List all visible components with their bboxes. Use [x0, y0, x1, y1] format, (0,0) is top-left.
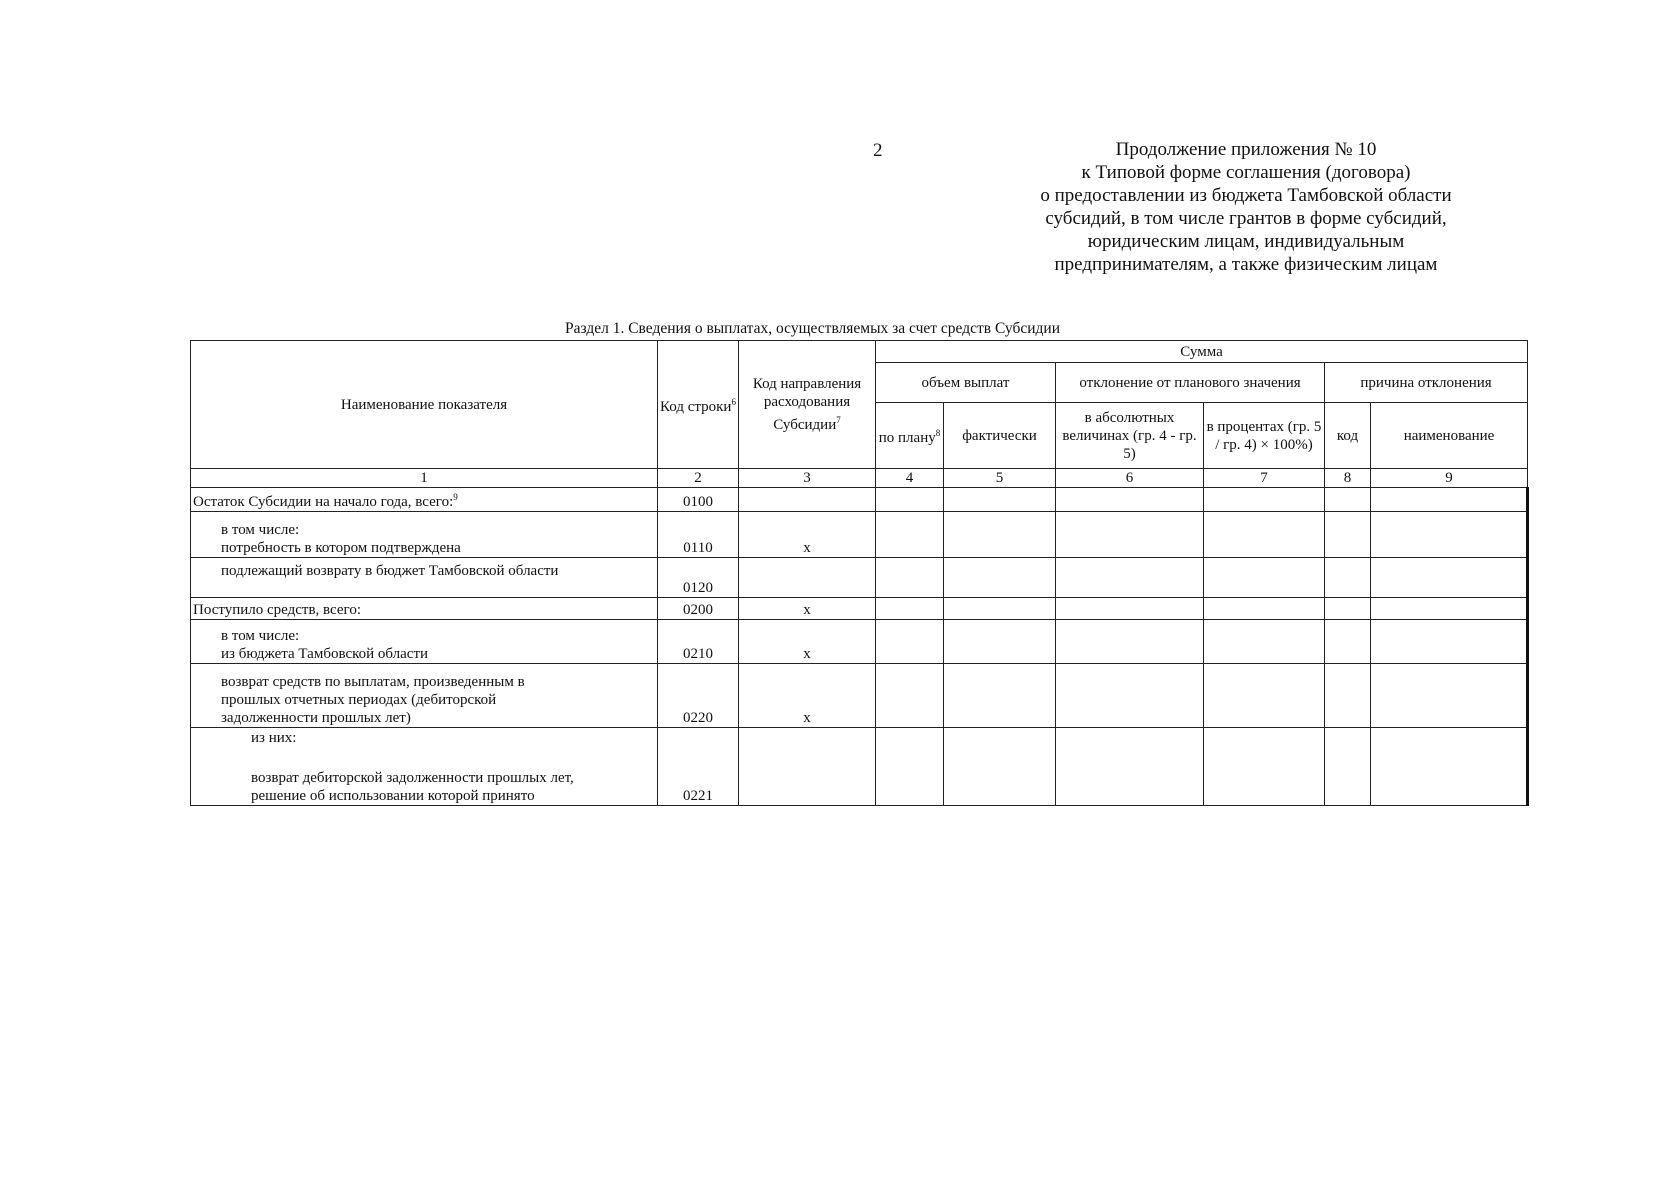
row-code: 0120: [658, 558, 739, 598]
indicator-name-line: из бюджета Тамбовской области: [221, 646, 429, 662]
header-absolute: в абсолютных величинах (гр. 4 - гр. 5): [1056, 403, 1204, 469]
value-cell[interactable]: [876, 558, 944, 598]
heading-line: юридическим лицам, индивидуальным: [1087, 231, 1405, 252]
direction-code: x: [739, 512, 876, 558]
value-cell[interactable]: [876, 488, 944, 512]
value-cell[interactable]: [1204, 728, 1325, 806]
indicator-name: [191, 512, 658, 558]
value-cell[interactable]: [1325, 620, 1371, 664]
value-cell[interactable]: [1056, 620, 1204, 664]
column-number: 2: [658, 469, 739, 488]
value-cell[interactable]: [944, 558, 1056, 598]
heading-line: к Типовой форме соглашения (договора): [1081, 162, 1411, 183]
value-cell[interactable]: [876, 664, 944, 728]
value-cell[interactable]: [1056, 512, 1204, 558]
value-cell[interactable]: [1371, 512, 1528, 558]
value-cell[interactable]: [1204, 512, 1325, 558]
indicator-name-line: возврат средств по выплатам, произведенным в: [221, 674, 525, 690]
indicator-name-line: решение об использовании которой принято: [251, 788, 535, 804]
heading-line: о предоставлении из бюджета Тамбовской области: [1040, 185, 1452, 206]
table-row: [191, 728, 1528, 806]
direction-code: x: [739, 598, 876, 620]
value-cell[interactable]: [1325, 728, 1371, 806]
value-cell[interactable]: [944, 620, 1056, 664]
header-direction-code: Код направления расходования Субсидии$^7$: [739, 341, 876, 469]
column-number: 8: [1325, 469, 1371, 488]
value-cell[interactable]: [1204, 664, 1325, 728]
value-cell[interactable]: [1371, 558, 1528, 598]
direction-code: x: [739, 664, 876, 728]
row-code: 0210: [658, 620, 739, 664]
row-code: 0110: [658, 512, 739, 558]
value-cell[interactable]: [1325, 488, 1371, 512]
value-cell[interactable]: [1056, 664, 1204, 728]
header-deviation: отклонение от планового значения: [1056, 363, 1325, 403]
header-actual: фактически: [944, 403, 1056, 469]
value-cell[interactable]: [1371, 488, 1528, 512]
indicator-name: Остаток Субсидии на начало года, всего:$^9$: [191, 488, 658, 512]
payments-table: [190, 340, 1529, 806]
value-cell[interactable]: [1371, 728, 1528, 806]
value-cell[interactable]: [1056, 488, 1204, 512]
heading-line: предпринимателям, а также физическим лицам: [1054, 254, 1438, 275]
row-code: 0220: [658, 664, 739, 728]
value-cell[interactable]: [1325, 664, 1371, 728]
direction-code: [739, 728, 876, 806]
table-row: [191, 664, 1528, 728]
direction-code: [739, 558, 876, 598]
value-cell[interactable]: [1056, 558, 1204, 598]
table-row: [191, 512, 1528, 558]
table-row: [191, 488, 1528, 512]
value-cell[interactable]: [944, 488, 1056, 512]
value-cell[interactable]: [1204, 488, 1325, 512]
header-reason-name: наименование: [1371, 403, 1528, 469]
value-cell[interactable]: [1325, 558, 1371, 598]
value-cell[interactable]: [1371, 664, 1528, 728]
header-deviation-reason: причина отклонения: [1325, 363, 1528, 403]
column-number: 7: [1204, 469, 1325, 488]
value-cell[interactable]: [1056, 598, 1204, 620]
header-indicator-name: Наименование показателя: [191, 341, 658, 469]
table-row: [191, 598, 1528, 620]
value-cell[interactable]: [944, 728, 1056, 806]
row-code: 0221: [658, 728, 739, 806]
value-cell[interactable]: [944, 598, 1056, 620]
value-cell[interactable]: [1056, 728, 1204, 806]
header-percent: в процентах (гр. 5 / гр. 4) × 100%): [1204, 403, 1325, 469]
value-cell[interactable]: [1371, 598, 1528, 620]
row-code: 0100: [658, 488, 739, 512]
column-number: 5: [944, 469, 1056, 488]
value-cell[interactable]: [876, 512, 944, 558]
indicator-name: [191, 664, 658, 728]
column-number: 9: [1371, 469, 1528, 488]
indicator-name: подлежащий возврату в бюджет Тамбовской области: [191, 558, 658, 598]
value-cell[interactable]: [876, 728, 944, 806]
value-cell[interactable]: [1204, 620, 1325, 664]
row-code: 0200: [658, 598, 739, 620]
indicator-name-line: потребность в котором подтверждена: [221, 540, 461, 556]
header-by-plan: по плану$^8$: [876, 403, 944, 469]
table-row: [191, 620, 1528, 664]
document-heading: [986, 138, 1506, 276]
header-payment-volume: объем выплат: [876, 363, 1056, 403]
indicator-name: [191, 620, 658, 664]
column-number: 1: [191, 469, 658, 488]
direction-code: x: [739, 620, 876, 664]
value-cell[interactable]: [1204, 598, 1325, 620]
heading-line: субсидий, в том числе грантов в форме субсидий,: [1045, 208, 1447, 229]
page-number: 2: [873, 140, 883, 161]
value-cell[interactable]: [944, 512, 1056, 558]
indicator-name-line: из них:: [251, 730, 297, 746]
header-row-code: Код строки$^6$: [658, 341, 739, 469]
indicator-name-line: задолженности прошлых лет): [221, 710, 411, 726]
value-cell[interactable]: [1371, 620, 1528, 664]
column-number: 6: [1056, 469, 1204, 488]
value-cell[interactable]: [876, 598, 944, 620]
heading-line: Продолжение приложения № 10: [1115, 139, 1377, 160]
indicator-name-line: в том числе:: [221, 522, 300, 538]
header-sum: Сумма: [876, 341, 1528, 363]
indicator-name: Поступило средств, всего:: [191, 598, 658, 620]
header-reason-code: код: [1325, 403, 1371, 469]
value-cell[interactable]: [876, 620, 944, 664]
value-cell[interactable]: [1325, 598, 1371, 620]
indicator-name-line: прошлых отчетных периодах (дебиторской: [221, 692, 497, 708]
value-cell[interactable]: [1325, 512, 1371, 558]
table-row: [191, 558, 1528, 598]
indicator-name-line: возврат дебиторской задолженности прошлых лет,: [251, 770, 574, 786]
column-number: 3: [739, 469, 876, 488]
value-cell[interactable]: [1204, 558, 1325, 598]
indicator-name: [191, 728, 658, 806]
indicator-name-line: в том числе:: [221, 628, 300, 644]
section-title: Раздел 1. Сведения о выплатах, осуществляемых за счет средств Субсидии: [565, 320, 1060, 337]
value-cell[interactable]: [944, 664, 1056, 728]
direction-code: [739, 488, 876, 512]
column-number: 4: [876, 469, 944, 488]
